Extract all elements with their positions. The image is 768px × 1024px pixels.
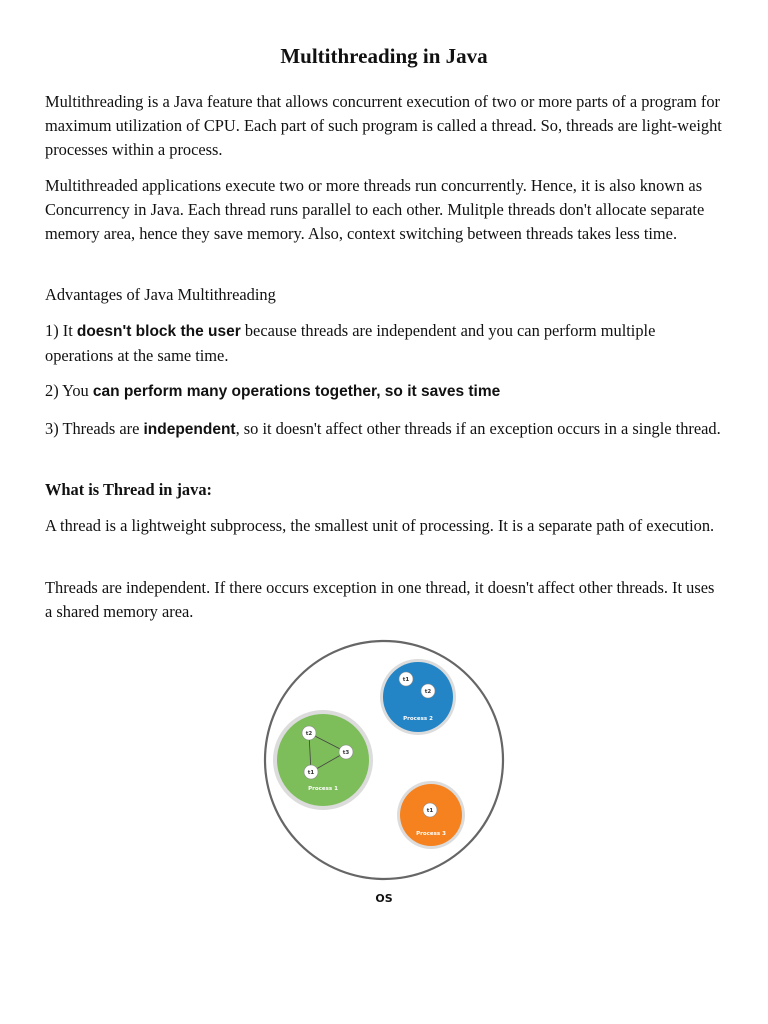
process-1-circle (277, 714, 369, 806)
process-2-group (380, 659, 456, 735)
advantage-1-bold: doesn't block the user (76, 323, 241, 340)
advantage-2 (45, 379, 725, 404)
advantage-3-suffix: , so it doesn't affect other threads if an exception occurs in a single thread. (235, 419, 721, 438)
advantage-3-bold: independent (143, 421, 236, 438)
process-1-thread-t2-label: t2 (305, 731, 313, 737)
advantage-2-prefix: 2) You (45, 381, 93, 400)
page-title: Multithreading in Java (280, 44, 488, 68)
advantages-heading: Advantages of Java Multithreading (45, 285, 276, 304)
thread-definition: A thread is a lightweight subprocess, the smallest unit of processing. It is a separate path of execution. (45, 516, 715, 535)
intro-paragraph: Multithreading is a Java feature that allows concurrent execution of two or more parts of a program for maximum utilization of CPU. Each part of such program is called a thread. So, threads are light-weight processes within a process. (45, 92, 722, 159)
process-1-group (273, 710, 373, 810)
process-2-label: Process 2 (403, 716, 433, 722)
os-label: OS (375, 892, 393, 905)
process-3-thread-t1-label: t1 (426, 808, 434, 814)
advantage-1-prefix: 1) It (45, 321, 77, 340)
advantage-1-suffix: because threads are independent and you can perform multiple operations at the same time. (45, 321, 656, 365)
process-2-thread-t1-label: t1 (402, 677, 410, 683)
process-1-thread-t1-label: t1 (307, 770, 315, 776)
process-2-thread-t2-label: t2 (424, 689, 432, 695)
advantage-1 (45, 319, 725, 368)
advantage-3 (45, 417, 725, 442)
process-3-group (397, 781, 465, 849)
process-3-label: Process 3 (416, 831, 446, 837)
process-1-label: Process 1 (308, 786, 338, 792)
os-process-diagram (262, 636, 508, 912)
process-1-thread-t3-label: t3 (342, 750, 350, 756)
thread-independence: Threads are independent. If there occurs exception in one thread, it doesn't affect other threads. It uses a shared memory area. (45, 578, 715, 621)
concurrency-paragraph: Multithreaded applications execute two or more threads run concurrently. Hence, it is also known as Concurrency in Java. Each thread runs parallel to each other. Mulitple threads don't allocate separate memory area, hence they save memory. Also, context switching between threads takes less time. (45, 176, 705, 243)
advantage-2-bold: can perform many operations together, so it saves time (92, 383, 501, 400)
advantage-3-prefix: 3) Threads are (45, 419, 144, 438)
thread-heading: What is Thread in java: (45, 480, 212, 499)
